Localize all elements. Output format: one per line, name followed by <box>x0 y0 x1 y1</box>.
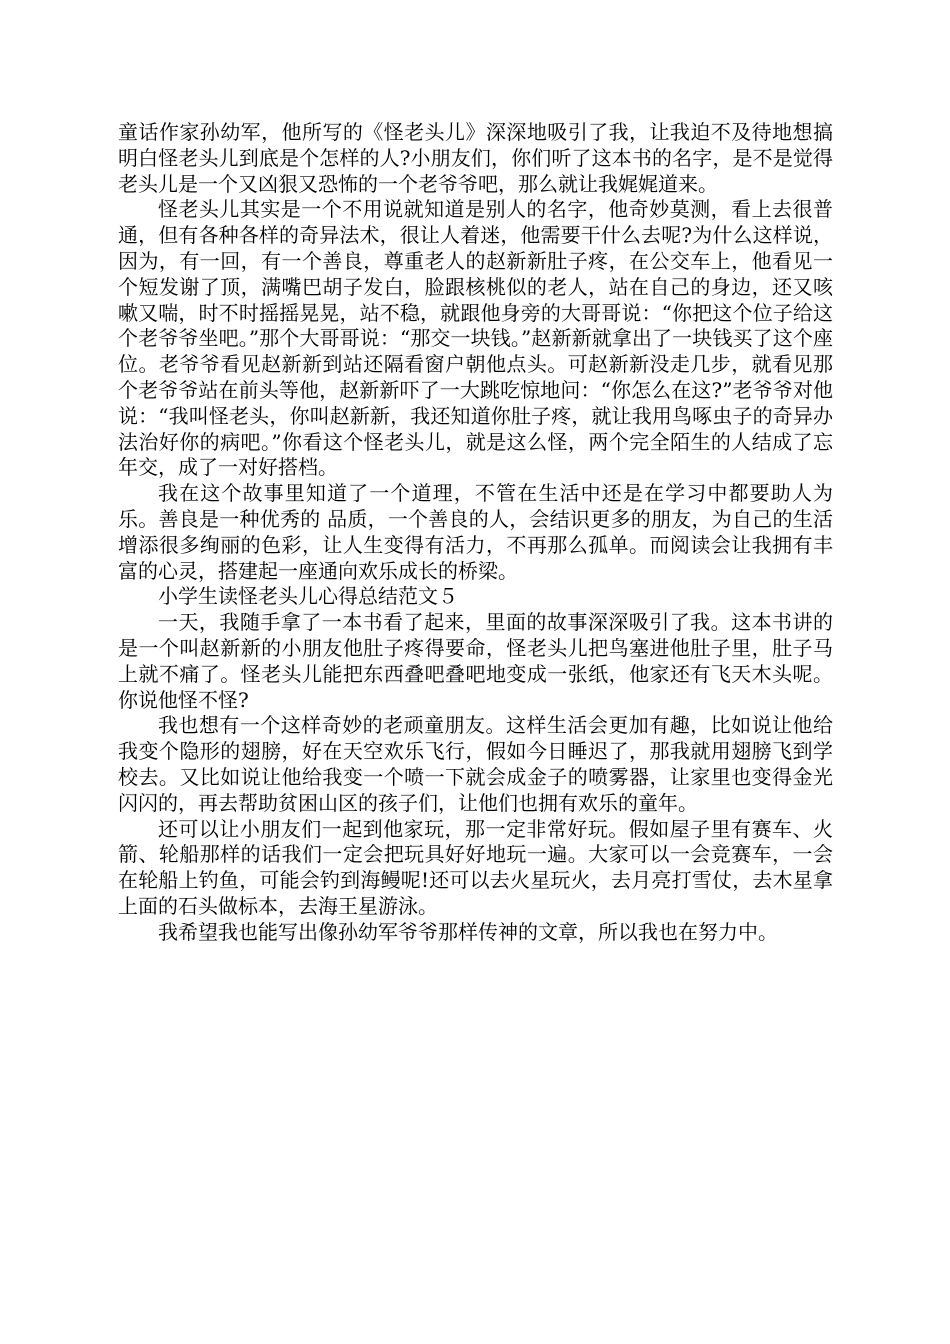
section-heading: 小学生读怪老头儿心得总结范文５ <box>158 584 458 609</box>
paragraph-wish-friend: 我也想有一个这样奇妙的老顽童朋友。这样生活会更加有趣，比如说让他给我变个隐形的翅膀，好在天空欢乐飞行，假如今日睡迟了，那我就用翅膀飞到学校去。又比如说让他给我变一个喷一下就会成金子的喷雾器，让家里也变得金光闪闪的，再去帮助贫困山区的孩子们，让他们也拥有欢乐的童年。 <box>118 713 833 815</box>
paragraph-story: 怪老头儿其实是一个不用说就知道是别人的名字，他奇妙莫测，看上去很普通，但有各种各样的奇异法术，很让人着迷，他需要干什么去呢?为什么这样说，因为，有一回，有一个善良，尊重老人的赵新新肚子疼，在公交车上，他看见一个短发谢了顶，满嘴巴胡子发白，脸跟核桃似的老人，站在自己的身边，还又咳嗽又喘，时不时摇摇晃晃，站不稳，就跟他身旁的大哥哥说：“你把这个位子给这个老爷爷坐吧。”那个大哥哥说：“那交一块钱。”赵新新就拿出了一块钱买了这个座位。老爷爷看见赵新新到站还隔看窗户朝他点头。可赵新新没走几步，就看见那个老爷爷站在前头等他，赵新新吓了一大跳吃惊地问：“你怎么在这?”老爷爷对他说：“我叫怪老头，你叫赵新新，我还知道你肚子疼，就让我用鸟啄虫子的奇异办法治好你的病吧。”你看这个怪老头儿，就是这么怪，两个完全陌生的人结成了忘年交，成了一对好搭档。 <box>118 197 833 480</box>
paragraph-reading: 一天，我随手拿了一本书看了起来，里面的故事深深吸引了我。这本书讲的是一个叫赵新新的小朋友他肚子疼得要命，怪老头儿把鸟塞进他肚子里，肚子马上就不痛了。怪老头儿能把东西叠吧叠吧地变成一张纸，他家还有飞天木头呢。你说他怪不怪? <box>118 610 833 712</box>
paragraph-intro: 童话作家孙幼军，他所写的《怪老头儿》深深地吸引了我，让我迫不及待地想搞明白怪老头儿到底是个怎样的人?小朋友们，你们听了这本书的名字，是不是觉得老头儿是一个又凶狠又恐怖的一个老爷爷吧，那么就让我娓娓道来。 <box>118 120 833 196</box>
paragraph-play: 还可以让小朋友们一起到他家玩，那一定非常好玩。假如屋子里有赛车、火箭、轮船那样的话我们一定会把玩具好好地玩一遍。大家可以一会竞赛车，一会在轮船上钓鱼，可能会钓到海鳗呢!还可以去火星玩火，去月亮打雪仗，去木星拿上面的石头做标本，去海王星游泳。 <box>118 816 833 918</box>
paragraph-conclusion: 我希望我也能写出像孙幼军爷爷那样传神的文章，所以我也在努力中。 <box>158 919 778 944</box>
paragraph-lesson: 我在这个故事里知道了一个道理，不管在生活中还是在学习中都要助人为乐。善良是一种优秀的 品质，一个善良的人，会结识更多的朋友，为自己的生活增添很多绚丽的色彩，让人生变得有活力，不再那么孤单。而阅读会让我拥有丰富的心灵，搭建起一座通向欢乐成长的桥梁。 <box>118 481 833 583</box>
document-body <box>118 120 833 946</box>
